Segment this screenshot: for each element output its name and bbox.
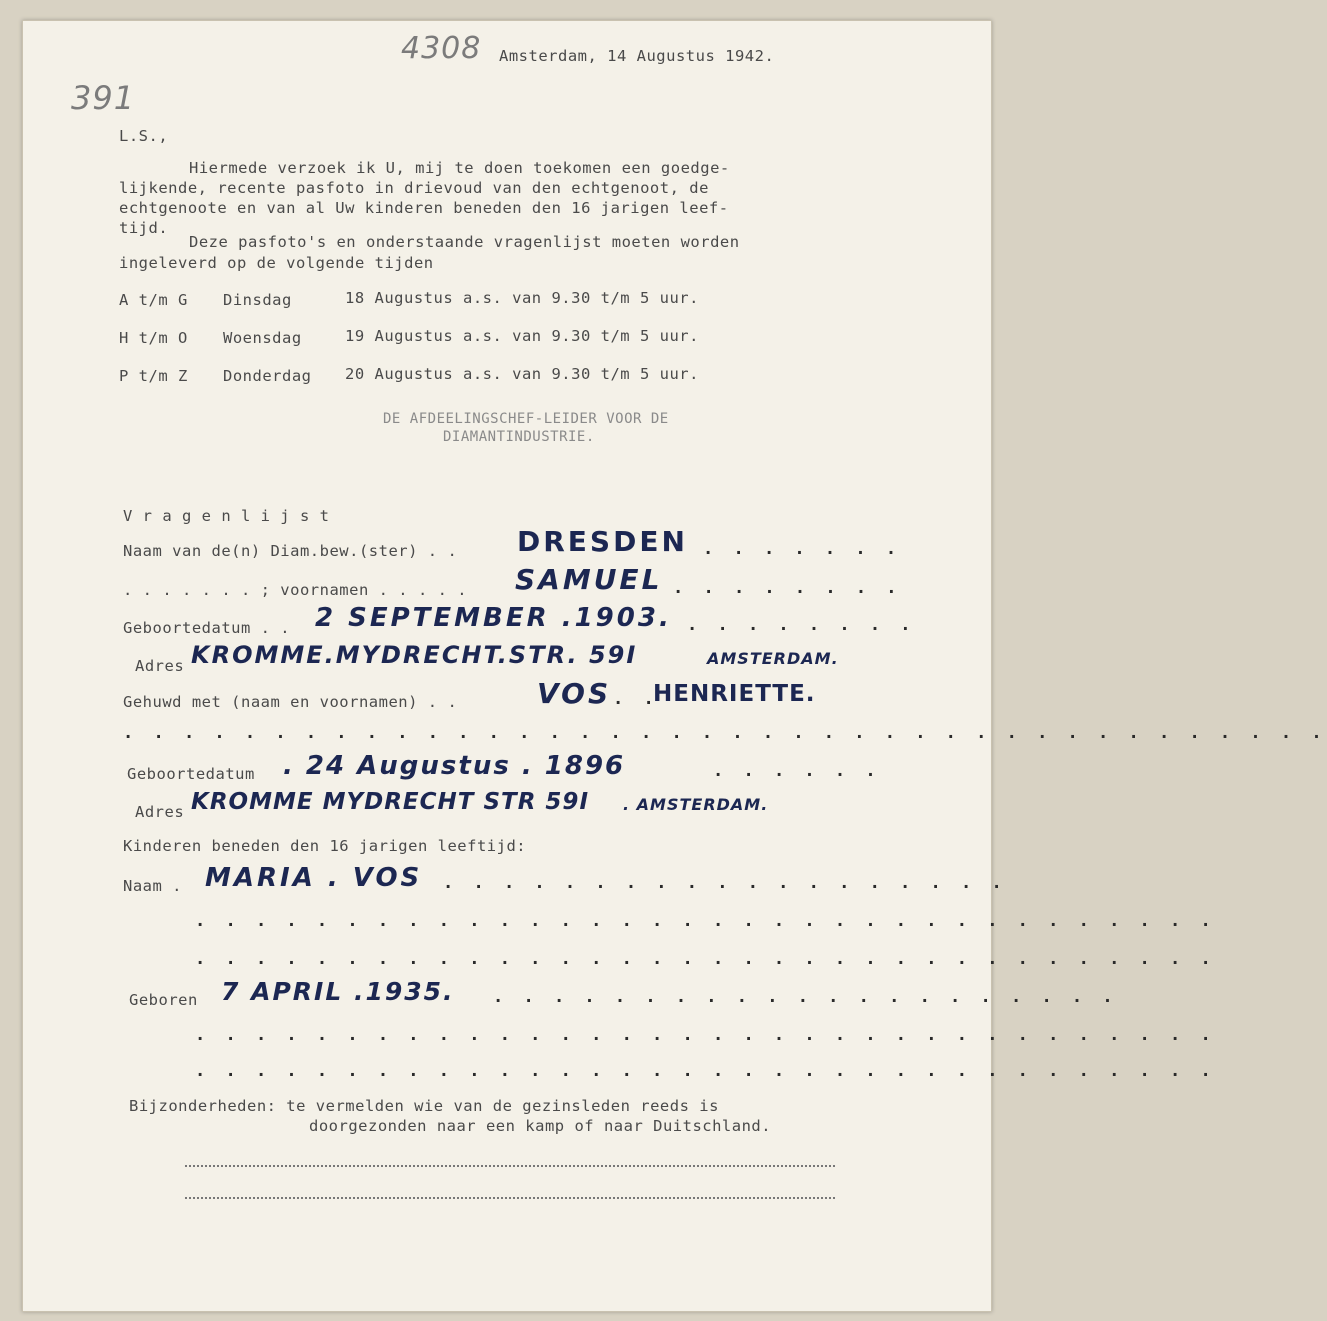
dot-leader: . . . . . . .: [703, 539, 902, 559]
letter-line-4: tijd.: [119, 219, 169, 237]
dot-leader: . . . . . . . .: [673, 578, 902, 598]
spouse-address-city: . AMSTERDAM.: [623, 795, 769, 814]
remarks-label: Bijzonderheden: te vermelden wie van de gezinsleden reeds is: [129, 1097, 719, 1115]
dot-leader: . . . . . .: [713, 761, 881, 781]
letter-line-2: lijkende, recente pasfoto in drievoud van den echtgenoot, de: [119, 179, 709, 197]
spouse-firstname: HENRIETTE.: [653, 681, 816, 707]
schedule-date: 20 Augustus a.s. van 9.30 t/m 5 uur.: [345, 365, 699, 383]
dot-leader: . . . . . . . . . . . . . . . . . . . . . . . . . . . . . . . . . .: [195, 1061, 1216, 1081]
document-sheet: [22, 20, 1327, 1312]
spouse-address-value: KROMME MYDRECHT STR 59I: [191, 789, 589, 815]
dot-leader: . . . . . . . . . . . . . . . . . . . . . . . . . . . . . . . . . . . . . . . .: [123, 723, 1327, 743]
schedule-range: H t/m O: [119, 329, 188, 347]
spouse-label: Gehuwd met (naam en voornamen) . .: [123, 693, 458, 711]
dot-leader: . . . . . . . . . . . . . . . . . . . . . . . . . . . . . . . . . .: [195, 1025, 1216, 1045]
signature-line-1: DE AFDEELINGSCHEF-LEIDER VOOR DE: [383, 411, 669, 427]
children-label: Kinderen beneden den 16 jarigen leeftijd:: [123, 837, 527, 855]
letter-line-1: Hiermede verzoek ik U, mij te doen toekomen een goedge-: [189, 159, 730, 177]
schedule-date: 18 Augustus a.s. van 9.30 t/m 5 uur.: [345, 289, 699, 307]
signature-line-2: DIAMANTINDUSTRIE.: [443, 429, 595, 445]
letter-line-5: Deze pasfoto's en onderstaande vragenlijst moeten worden: [189, 233, 740, 251]
birthdate-label: Geboortedatum . .: [123, 619, 291, 637]
address-label: Adres: [135, 657, 185, 675]
dot-leader: . . . . . . . .: [687, 615, 916, 635]
dot-leader: . . . . . . . . . . . . . . . . . . .: [443, 873, 1007, 893]
child-name-value: MARIA . VOS: [205, 863, 423, 893]
letter-line-3: echtgenoote en van al Uw kinderen beneden den 16 jarigen leef-: [119, 199, 729, 217]
schedule-day: Woensdag: [223, 329, 302, 347]
letter-line-6: ingeleverd op de volgende tijden: [119, 254, 434, 272]
remarks-line: [185, 1165, 835, 1167]
address-value: KROMME.MYDRECHT.STR. 59I: [191, 641, 638, 669]
remarks-line: [185, 1197, 835, 1199]
name-value: DRESDEN: [517, 525, 688, 558]
schedule-date: 19 Augustus a.s. van 9.30 t/m 5 uur.: [345, 327, 699, 345]
schedule-day: Dinsdag: [223, 291, 292, 309]
remarks-label-2: doorgezonden naar een kamp of naar Duitschland.: [309, 1117, 772, 1135]
spouse-address-label: Adres: [135, 803, 185, 821]
dot-leader: . . . . . . . . . . . . . . . . . . . . .: [493, 987, 1118, 1007]
form-title: V r a g e n l i j s t: [123, 507, 330, 525]
schedule-day: Donderdag: [223, 367, 312, 385]
birthdate-value: 2 SEPTEMBER .1903.: [315, 603, 672, 633]
schedule-range: P t/m Z: [119, 367, 188, 385]
name-label: Naam van de(n) Diam.bew.(ster) . .: [123, 542, 458, 560]
dot-leader: . .: [613, 689, 659, 709]
child-born-value: 7 APRIL .1935.: [221, 977, 455, 1006]
schedule-range: A t/m G: [119, 291, 188, 309]
address-city: AMSTERDAM.: [707, 649, 839, 668]
firstname-value: SAMUEL: [515, 563, 663, 596]
spouse-birth-label: Geboortedatum: [127, 765, 255, 783]
child-born-label: Geboren: [129, 991, 198, 1009]
salutation: L.S.,: [119, 127, 169, 145]
dot-leader: . . . . . . . . . . . . . . . . . . . . . . . . . . . . . . . . . .: [195, 949, 1216, 969]
archive-number-left: 391: [71, 79, 136, 117]
spouse-surname: VOS: [537, 677, 612, 710]
archive-number-top: 4308: [401, 31, 482, 66]
child-name-label: Naam .: [123, 877, 182, 895]
dot-leader: . . . . . . . . . . . . . . . . . . . . . . . . . . . . . . . . . .: [195, 911, 1216, 931]
firstname-label: . . . . . . . ; voornamen . . . . .: [123, 581, 468, 599]
spouse-birth-value: . 24 Augustus . 1896: [283, 751, 626, 781]
place-date: Amsterdam, 14 Augustus 1942.: [499, 47, 775, 65]
